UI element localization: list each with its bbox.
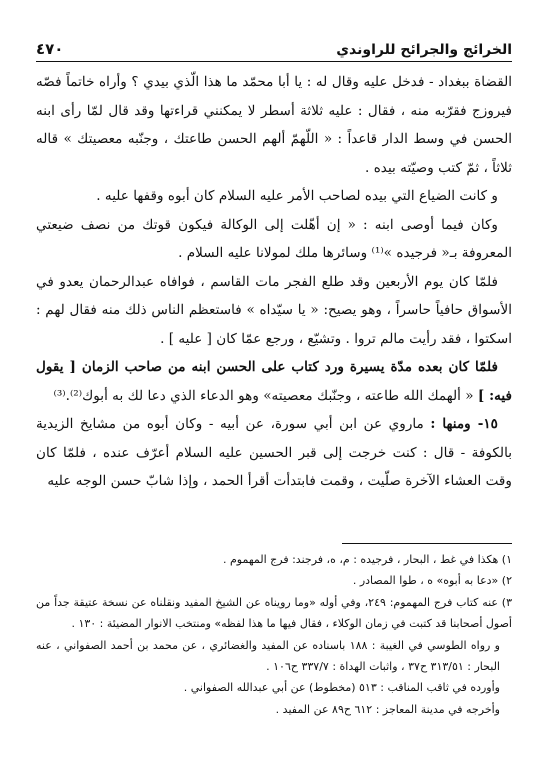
page-number: ٤٧٠ [36, 40, 64, 58]
footnote-3-cont-2: وأورده في ثاقب المناقب : ٥١٣ (مخطوط) عن أبي عبدالله الصفواني . [183, 681, 500, 695]
paragraph-4: فلمّا كان يوم الأربعين وقد طلع الفجر مات القاسم ، فوافاه عبدالرحمان يعدو في الأسواق حافياً حاسراً ، وهو يصيح: « يا سيّداه » فاستعظم الناس ذلك منه فقال لهم : اسكتوا ، فقد رأيت مالم تروا . وتشيّع ، ورجع عمّا كان [ عليه ] . [36, 273, 512, 347]
footnote-3-cont-3: وأخرجه في مدينة المعاجز : ٦١٢ ح٨٩ عن المفيد . [275, 702, 500, 716]
paragraph-6-text: ماروي عن ابن أبي سورة، عن أبيه - وكان أبوه من مشايخ الزيدية بالكوفة - قال : كنت خرجت إلى قبر الحسين عليه السلام أعرّف عنده ، فلمّا كان وقت العشاء الآخرة صلّيت ، وقمت فابتدأت أقرأ الحمد ، وإذا شابّ حسن الوجه عليه [36, 416, 512, 489]
footnotes [36, 549, 512, 720]
footnote-2: ٢) «دعا به أبوه» ه ، طوا المصادر . [352, 574, 512, 588]
footnote-separator [342, 543, 512, 544]
paragraph-1: القضاة ببغداد - فدخل عليه وقال له : يا أبا محمّد ما هذا الّذي بيدي ؟ وأراه خاتماً فصّه فيروزج فقرّبه منه ، فقال : عليه ثلاثة أسطر لا يمكنني قراءتها وقد قال لمّا رأى ابنه الحسن في وسط الدار قاعداً : « اللّهمّ ألهم الحسن طاعتك ، وجنّبه معصيتك » قاله ثلاثاً ، ثمّ كتب وصيّته بيده . [36, 74, 512, 176]
book-page [36, 22, 512, 757]
paragraph-2: و كانت الضياع التي بيده لصاحب الأمر عليه السلام كان أبوه وقفها عليه . [96, 188, 498, 204]
hadith-number: ١٥- ومنها : [430, 416, 498, 432]
paragraph-6 [36, 410, 512, 496]
footnote-1: ١) هكذا في غط ، البحار ، فرجيده : م، ه، فرجند: فرج المهموم . [223, 553, 512, 566]
footnote-3: ٣) عنه كتاب فرج المهموم: ٢٤٩، وفي أوله «وما رويناه عن الشيخ المفيد ونقلناه عن نسخة عتيقة جداً من أصول أصحابنا قد كتبت في زمان الوكلاء ، فقال فيها ما هذا لفظه» ومنتخب الانوار المضيئة : ١٣٠ . [36, 595, 512, 631]
paragraph-5 [36, 353, 512, 410]
main-text [36, 68, 512, 496]
paragraph-5-text: « ألهمك الله طاعته ، وجنّبك معصيته» وهو الدعاء الذي دعا لك به أبوك⁽²⁾.⁽³⁾ [53, 387, 478, 404]
footnote-3-cont-1: و رواه الطوسي في الغيبة : ١٨٨ باسناده عن المفيد والغضائري ، عن محمد بن أحمد الصفواني ، عنه البحار : ٣١٣/٥١ ح٣٧ ، واثبات الهداة : ٣٣٧/٧ ح١٠٦ . [36, 638, 500, 674]
paragraph-5-lead: فلمّا كان بعده مدّة يسيرة ورد كتاب على الحسن ابنه من صاحب الزمان [ يقول فيه: ] [36, 359, 512, 404]
running-header [36, 32, 512, 62]
book-title: الخرائج والجرائح للراوندي [336, 42, 512, 58]
paragraph-3: وكان فيما أوصى ابنه : « إن أهّلت إلى الوكالة فيكون قوتك من نصف ضيعتي المعروفة بـ« فرجيده »⁽¹⁾ وسائرها ملك لمولانا عليه السلام . [36, 216, 512, 261]
